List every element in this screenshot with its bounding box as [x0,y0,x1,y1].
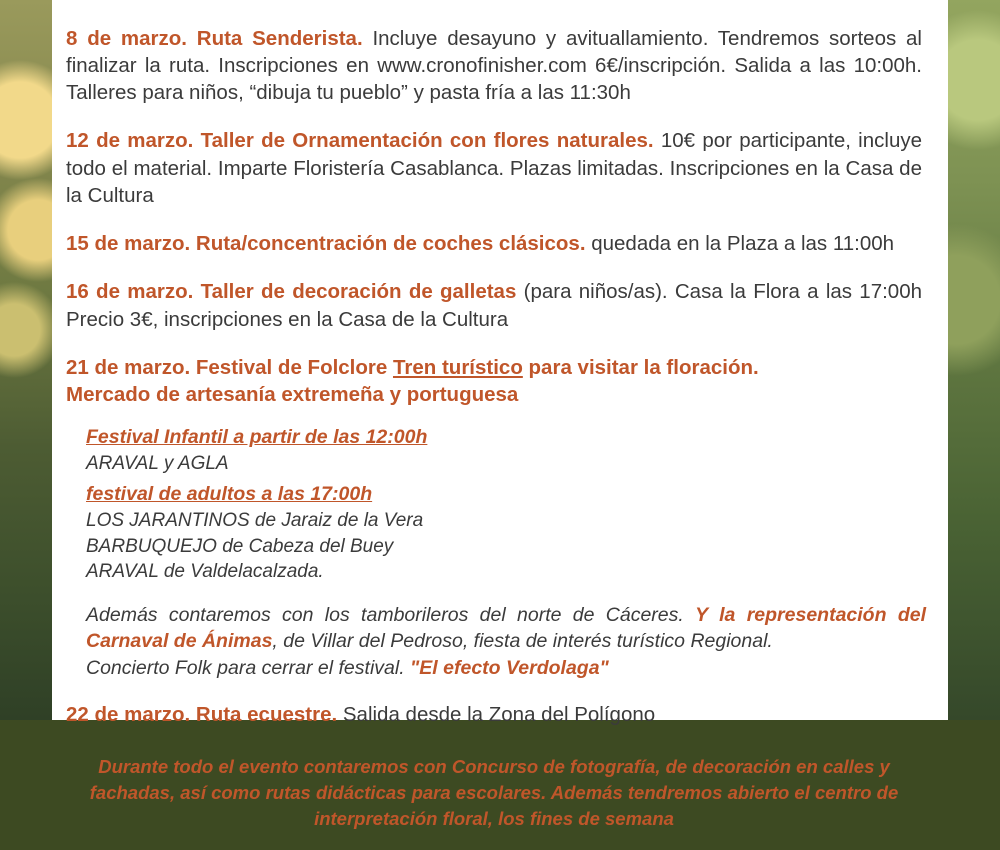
festival-note-highlight-carnaval: Y la representación del Carnaval de Ánimas [86,603,926,653]
children-festival-group: ARAVAL y AGLA [86,453,229,474]
adults-festival-group: ARAVAL de Valdelacalzada. [86,560,324,582]
event-date-label: 16 de marzo. Taller de decoración de galletas [66,280,517,304]
adults-festival-heading: festival de adultos a las 17:00h [86,483,373,506]
festival-line1-tail: para visitar la floración. [522,355,759,379]
event-date-label: 8 de marzo. Ruta Senderista. [66,26,363,50]
poster-footer-note: Durante todo el evento contaremos con Concurso de fotografía, de decoración en calles y fachadas, así como rutas didácticas para escolares. Además tendremos abierto el centro de interpretación floral, los fines de semana [89,756,899,829]
adults-festival-group: LOS JARANTINOS de Jaraiz de la Vera [86,510,424,532]
festival-note-part3: Concierto Folk para cerrar el festival. [86,656,411,679]
festival-line2: Mercado de artesanía extremeña y portuguesa [66,383,519,407]
event-date-label: 15 de marzo. Ruta/concentración de coches clásicos. [66,232,586,256]
festival-note-part2: , de Villar del Pedroso, fiesta de interés turístico Regional. [272,630,773,653]
festival-train-link: Tren turístico [392,355,523,379]
event-description: Incluye desayuno y avituallamiento. Tendremos sorteos al finalizar la ruta. Inscripciones en www.cronofinisher.com 6€/inscripción. Salida a las 10:00h. Talleres para niños, “dibuja tu pueblo” y pasta fría a las 11:30h [66,26,922,105]
event-description: Salida desde la Zona del Polígono [337,702,656,726]
festival-children-section [86,425,922,584]
event-entry [66,701,922,728]
adults-festival-group: BARBUQUEJO de Cabeza del Buey [86,535,394,557]
festival-note-part1: Además contaremos con los tamborileros del norte de Cáceres. [86,603,696,626]
children-festival-heading: Festival Infantil a partir de las 12:00h [86,425,428,448]
festival-note [86,602,926,682]
festival-note-highlight-concert: "El efecto Verdolaga" [410,656,609,679]
festival-entry [66,354,922,409]
event-entry [66,230,922,257]
event-description: quedada en la Plaza a las 11:00h [585,232,895,256]
background-flowers-left [0,0,60,720]
event-entry [66,278,922,333]
event-description: 10€ por participante, incluye todo el material. Imparte Floristería Casablanca. Plazas limitadas. Inscripciones en la Casa de la Cultura [66,129,922,208]
event-entry [66,127,922,209]
poster-text-sheet [52,0,948,829]
event-date-label: 12 de marzo. Taller de Ornamentación con flores naturales. [66,129,654,153]
event-date-label: 22 de marzo. Ruta ecuestre. [66,702,338,726]
program-content [52,0,948,850]
event-description: (para niños/as). Casa la Flora a las 17:00h Precio 3€, inscripciones en la Casa de la Cultura [66,280,922,331]
event-entry [66,25,922,107]
festival-date-label: 21 de marzo. Festival de Folclore [66,355,393,379]
